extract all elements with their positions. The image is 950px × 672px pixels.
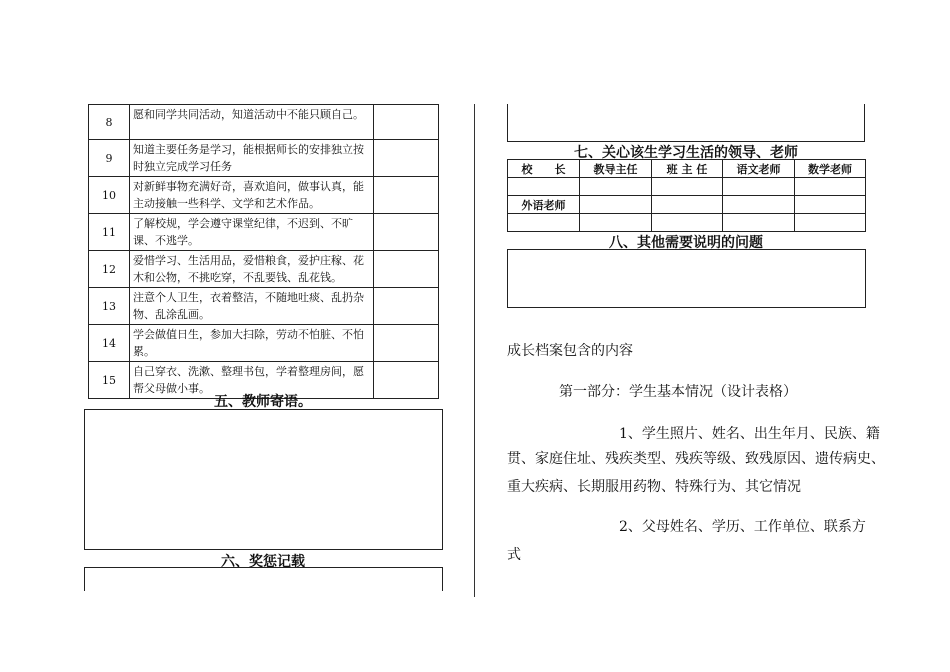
staff-foreign-teacher-label: 外语老师 xyxy=(508,196,580,214)
table-row xyxy=(89,251,439,288)
row-number: 11 xyxy=(89,214,130,251)
awards-box xyxy=(84,567,443,591)
row-number: 14 xyxy=(89,325,130,362)
staff-header-row xyxy=(508,160,866,178)
section7-title: 七、关心该生学习生活的领导、老师 xyxy=(574,145,798,161)
row-blank-cell xyxy=(374,105,439,140)
staff-foreign-row xyxy=(508,196,866,214)
part1-title: 第一部分：学生基本情况（设计表格） xyxy=(559,384,797,400)
staff-header-principal: 校 长 xyxy=(508,160,580,178)
section6-title: 六、奖惩记载 xyxy=(221,554,305,570)
staff-table xyxy=(507,159,866,232)
table-row xyxy=(89,105,439,140)
row-blank-cell xyxy=(374,288,439,325)
row-blank-cell xyxy=(374,140,439,177)
staff-header-class-teacher: 班 主 任 xyxy=(652,160,723,178)
row-number: 10 xyxy=(89,177,130,214)
continued-box xyxy=(507,104,865,142)
row-text: 学会做值日生，参加大扫除，劳动不怕脏、不怕累。 xyxy=(130,325,374,362)
table-row xyxy=(89,140,439,177)
table-row xyxy=(89,325,439,362)
row-number: 12 xyxy=(89,251,130,288)
row-text: 注意个人卫生，衣着整洁，不随地吐痰、乱扔杂物、乱涂乱画。 xyxy=(130,288,374,325)
section8-title: 八、其他需要说明的问题 xyxy=(609,235,763,251)
staff-blank-row xyxy=(508,178,866,196)
item1-line3: 重大疾病、长期服用药物、特殊行为、其它情况 xyxy=(507,479,801,495)
staff-blank-row xyxy=(508,214,866,232)
item2-line1: 2、父母姓名、学历、工作单位、联系方 xyxy=(619,519,866,535)
row-blank-cell xyxy=(374,214,439,251)
row-number: 13 xyxy=(89,288,130,325)
section5-title: 五、教师寄语。 xyxy=(214,394,312,410)
row-text: 知道主要任务是学习，能根据师长的安排独立按时独立完成学习任务 xyxy=(130,140,374,177)
row-text: 了解校规，学会遵守课堂纪律，不迟到、不旷课、不逃学。 xyxy=(130,214,374,251)
row-blank-cell xyxy=(374,177,439,214)
table-row xyxy=(89,214,439,251)
row-blank-cell xyxy=(374,325,439,362)
staff-header-dean: 教导主任 xyxy=(580,160,652,178)
row-number: 8 xyxy=(89,105,130,140)
row-blank-cell xyxy=(374,251,439,288)
teacher-message-box xyxy=(84,409,443,550)
table-row xyxy=(89,177,439,214)
row-text: 自己穿衣、洗漱、整理书包，学着整理房间，愿帮父母做小事。 xyxy=(130,362,374,399)
other-notes-box xyxy=(507,249,866,308)
item1-line2: 贯、家庭住址、残疾类型、残疾等级、致残原因、遗传病史、 xyxy=(507,451,885,467)
behavior-table xyxy=(88,104,439,399)
row-number: 9 xyxy=(89,140,130,177)
page-divider xyxy=(474,104,475,597)
item1-line1: 1、学生照片、姓名、出生年月、民族、籍 xyxy=(619,426,880,442)
growth-archive-title: 成长档案包含的内容 xyxy=(507,343,633,359)
row-text: 爱惜学习、生活用品，爱惜粮食，爱护庄稼、花木和公物，不挑吃穿，不乱要钱、乱花钱。 xyxy=(130,251,374,288)
item2-line2: 式 xyxy=(507,547,521,563)
row-number: 15 xyxy=(89,362,130,399)
row-text: 对新鲜事物充满好奇，喜欢追问，做事认真，能主动接触一些科学、文学和艺术作品。 xyxy=(130,177,374,214)
staff-header-chinese-teacher: 语文老师 xyxy=(723,160,795,178)
staff-header-math-teacher: 数学老师 xyxy=(795,160,866,178)
row-text: 愿和同学共同活动，知道活动中不能只顾自己。 xyxy=(130,105,374,140)
table-row xyxy=(89,288,439,325)
